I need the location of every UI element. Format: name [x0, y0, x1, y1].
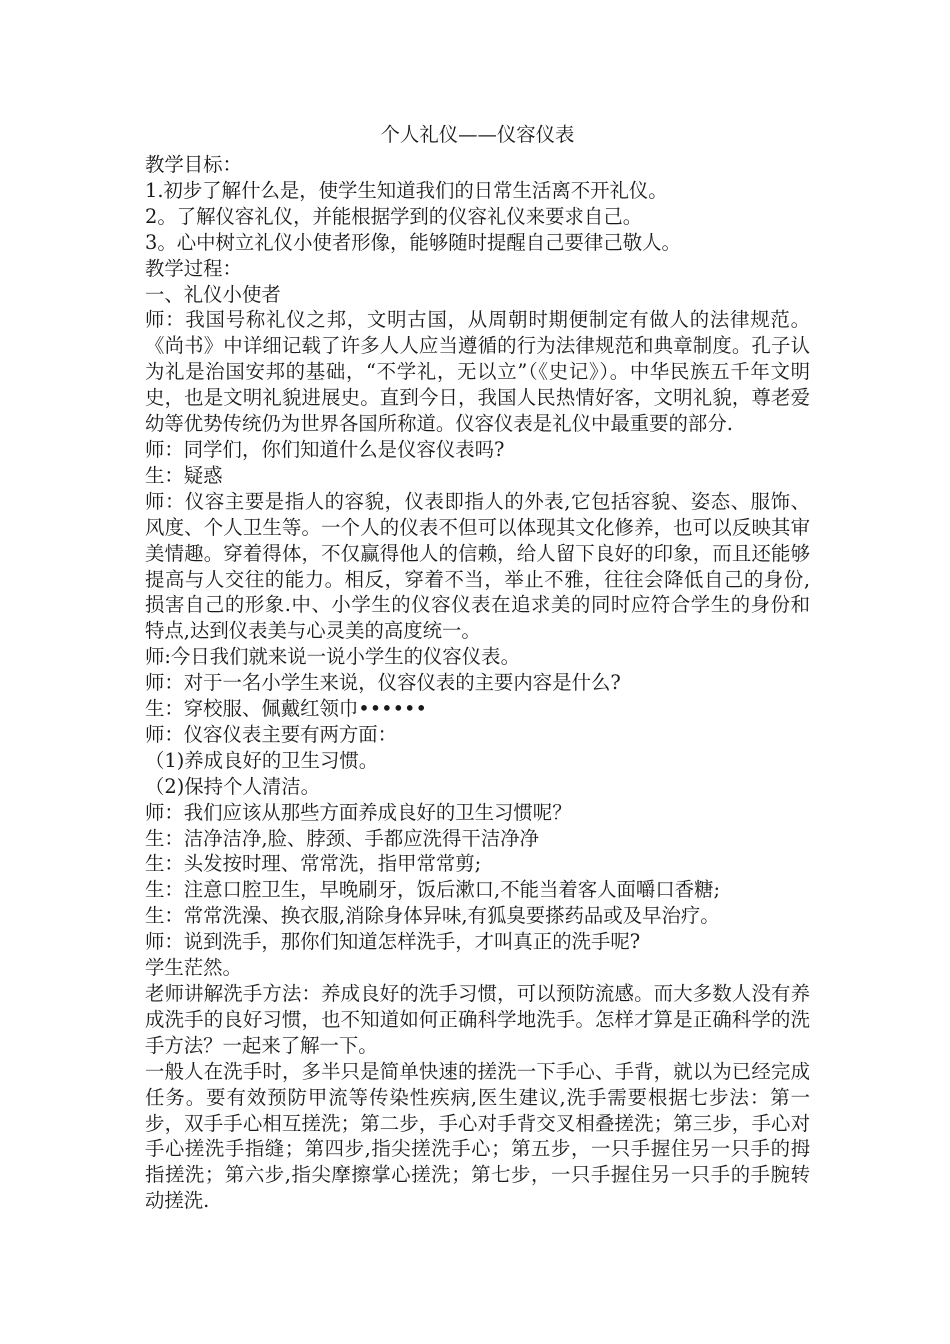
dialogue-line: 师：我们应该从那些方面养成良好的卫生习惯呢？ — [145, 800, 572, 824]
section-heading-process: 教学过程： — [145, 256, 242, 280]
dialogue-line: 师：同学们，你们知道什么是仪容仪表吗? — [145, 437, 505, 461]
objective-item: 1.初步了解什么是，使学生知道我们的日常生活离不开礼仪。 — [145, 178, 668, 202]
document-title: 个人礼仪——仪容仪表 — [380, 123, 575, 146]
dialogue-line: 师:今日我们就来说一说小学生的仪容仪表。 — [145, 645, 520, 669]
dialogue-line: 师：仪容仪表主要有两方面： — [145, 722, 398, 746]
teacher-paragraph: 老师讲解洗手方法：养成良好的洗手习惯，可以预防流感。而大多数人没有养成洗手的良好习惯，也不知道如何正确科学地洗手。怎样才算是正确科学的洗手方法？一起来了解一下。 — [145, 982, 810, 1057]
dialogue-line: 生：疑惑 — [145, 463, 223, 487]
objective-item: 2。了解仪容礼仪，并能根据学到的仪容礼仪来要求自己。 — [145, 204, 643, 228]
list-item: （1)养成良好的卫生习惯。 — [145, 748, 379, 772]
dialogue-line: 师：对于一名小学生来说，仪容仪表的主要内容是什么? — [145, 671, 621, 695]
section-heading-objectives: 教学目标： — [145, 153, 242, 176]
handwashing-paragraph: 一般人在洗手时，多半只是简单快速的搓洗一下手心、手背，就以为已经完成任务。要有效预防甲流等传染性疾病,医生建议,洗手需要根据七步法：第一步，双手手心相互搓洗；第二步，手心对手背交叉相叠搓洗；第三步，手心对手心搓洗手指缝；第四步,指尖搓洗手心；第五步，一只手握住另一只手的拇指搓洗；第六步,指尖摩擦掌心搓洗；第七步，一只手握住另一只手的手腕转动搓洗. — [145, 1059, 810, 1213]
dialogue-line: 生：常常洗澡、换衣服,消除身体异味,有狐臭要搽药品或及早治疗。 — [145, 904, 720, 928]
subsection-heading: 一、礼仪小使者 — [145, 282, 281, 306]
dialogue-line: 生：头发按时理、常常洗，指甲常常剪; — [145, 852, 482, 876]
dialogue-line: 生：注意口腔卫生，早晚刷牙，饭后漱口,不能当着客人面嚼口香糖; — [145, 878, 721, 902]
teacher-paragraph: 师：我国号称礼仪之邦，文明古国，从周朝时期便制定有做人的法律规范。《尚书》中详细记载了许多人人应当遵循的行为法律规范和典章制度。孔子认为礼是治国安邦的基础，“不学礼，无以立”（《史记》）。中华民族五千年文明史，也是文明礼貌进展史。直到今日，我国人民热情好客，文明礼貌，尊老爱幼等优势传统仍为世界各国所称道。仪容仪表是礼仪中最重要的部分. — [145, 308, 810, 436]
dialogue-line: 生：洁净洁净,脸、脖颈、手都应洗得干洁净净 — [145, 826, 539, 850]
objective-item: 3。心中树立礼仪小使者形像，能够随时提醒自己要律己敬人。 — [145, 230, 681, 254]
dialogue-line: 学生茫然。 — [145, 956, 242, 980]
document-page — [145, 118, 810, 1214]
list-item: （2)保持个人清洁。 — [145, 774, 321, 798]
dialogue-line: 生：穿校服、佩戴红领巾•••••• — [145, 697, 427, 721]
teacher-paragraph: 师：仪容主要是指人的容貌，仪表即指人的外表,它包括容貌、姿态、服饰、风度、个人卫生等。一个人的仪表不但可以体现其文化修养，也可以反映其审美情趣。穿着得体，不仅赢得他人的信赖，给人留下良好的印象，而且还能够提高与人交往的能力。相反，穿着不当，举止不雅，往往会降低自己的身份,损害自己的形象.中、小学生的仪容仪表在追求美的同时应符合学生的身份和特点,达到仪表美与心灵美的高度统一。 — [145, 489, 810, 643]
dialogue-line: 师：说到洗手，那你们知道怎样洗手，才叫真正的洗手呢? — [145, 930, 641, 954]
